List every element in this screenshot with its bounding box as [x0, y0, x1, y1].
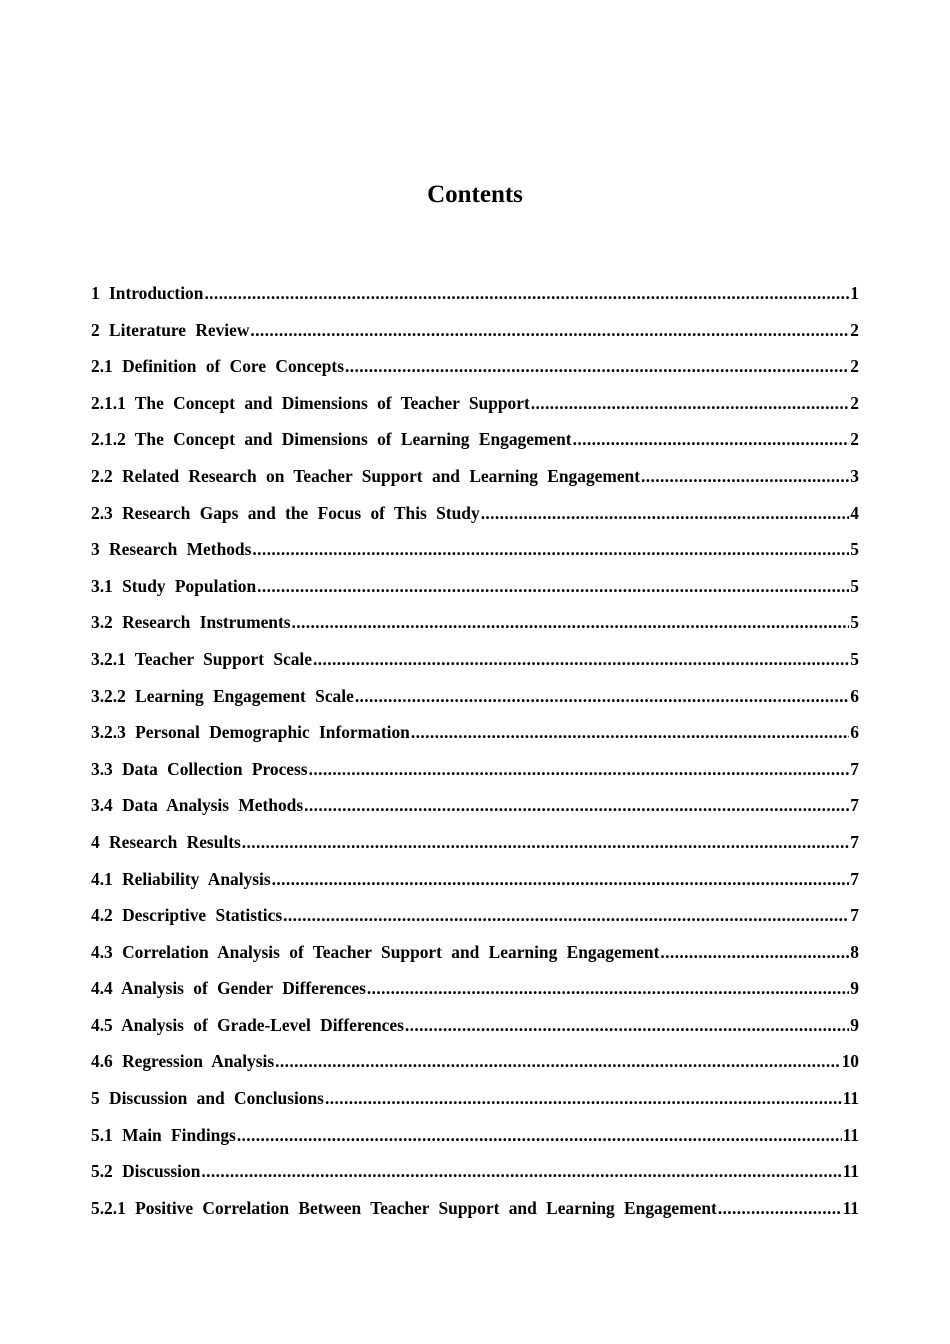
- dot-leader: [309, 758, 850, 780]
- toc-entry-page-number: 6: [850, 722, 859, 743]
- dot-leader: [345, 355, 849, 377]
- dot-leader: [660, 941, 849, 963]
- dot-leader: [304, 794, 849, 816]
- toc-entry-page-number: 11: [842, 1197, 859, 1218]
- toc-entry[interactable]: [91, 355, 859, 392]
- dot-leader: [272, 868, 850, 890]
- toc-entry-page-number: 6: [850, 685, 859, 706]
- toc-entry-label: 4.2 Descriptive Statistics: [91, 905, 283, 926]
- toc-entry-page-number: 2: [850, 429, 859, 450]
- toc-entry-label: 5 Discussion and Conclusions: [91, 1088, 324, 1109]
- toc-entry-label: 4.3 Correlation Analysis of Teacher Support and Learning Engagement: [91, 941, 660, 962]
- toc-entry-page-number: 11: [842, 1088, 859, 1109]
- dot-leader: [531, 392, 850, 414]
- toc-entry-label: 3.2.3 Personal Demographic Information: [91, 722, 410, 743]
- toc-entry-label: 4.5 Analysis of Grade-Level Differences: [91, 1014, 404, 1035]
- dot-leader: [367, 977, 849, 999]
- dot-leader: [718, 1197, 842, 1219]
- toc-entry[interactable]: [91, 428, 859, 465]
- dot-leader: [252, 538, 849, 560]
- dot-leader: [204, 282, 849, 304]
- toc-entry-label: 5.2 Discussion: [91, 1161, 201, 1182]
- toc-entry-page-number: 4: [850, 502, 859, 523]
- toc-entry-label: 2.1 Definition of Core Concepts: [91, 356, 344, 377]
- toc-entry-page-number: 10: [841, 1051, 859, 1072]
- toc-entry-label: 2.1.2 The Concept and Dimensions of Learning Engagement: [91, 429, 572, 450]
- toc-entry[interactable]: [91, 392, 859, 429]
- toc-entry-label: 2.3 Research Gaps and the Focus of This Study: [91, 502, 480, 523]
- toc-entry-label: 5.1 Main Findings: [91, 1124, 236, 1145]
- toc-entry-page-number: 5: [850, 539, 859, 560]
- dot-leader: [481, 502, 850, 524]
- dot-leader: [250, 319, 849, 341]
- toc-entry[interactable]: [91, 1050, 859, 1087]
- toc-entry[interactable]: [91, 831, 859, 868]
- dot-leader: [257, 575, 849, 597]
- toc-entry-page-number: 9: [850, 1014, 859, 1035]
- toc-entry-page-number: 9: [850, 978, 859, 999]
- toc-entry-page-number: 2: [850, 356, 859, 377]
- dot-leader: [275, 1050, 840, 1072]
- toc-entry-page-number: 5: [850, 648, 859, 669]
- toc-entry[interactable]: [91, 758, 859, 795]
- dot-leader: [201, 1160, 841, 1182]
- toc-entry[interactable]: [91, 685, 859, 722]
- toc-entry[interactable]: [91, 465, 859, 502]
- toc-entry-page-number: 5: [850, 575, 859, 596]
- toc-entry[interactable]: [91, 1197, 859, 1234]
- toc-entry[interactable]: [91, 1124, 859, 1161]
- dot-leader: [355, 685, 849, 707]
- toc-entry[interactable]: [91, 1014, 859, 1051]
- toc-entry[interactable]: [91, 1087, 859, 1124]
- toc-entry-label: 2.1.1 The Concept and Dimensions of Teacher Support: [91, 392, 530, 413]
- dot-leader: [411, 721, 849, 743]
- toc-entry-label: 2 Literature Review: [91, 319, 250, 340]
- toc-entry-page-number: 3: [850, 465, 859, 486]
- toc-entry[interactable]: [91, 794, 859, 831]
- toc-entry-page-number: 7: [850, 795, 859, 816]
- toc-entry-label: 5.2.1 Positive Correlation Between Teacher Support and Learning Engagement: [91, 1197, 717, 1218]
- toc-entry[interactable]: [91, 941, 859, 978]
- page-title: Contents: [427, 180, 523, 208]
- toc-entry[interactable]: [91, 977, 859, 1014]
- toc-entry-label: 3.2 Research Instruments: [91, 612, 291, 633]
- dot-leader: [237, 1124, 842, 1146]
- toc-entry[interactable]: [91, 319, 859, 356]
- toc-entry[interactable]: [91, 502, 859, 539]
- toc-entry-label: 4.4 Analysis of Gender Differences: [91, 978, 366, 999]
- dot-leader: [283, 904, 849, 926]
- toc-entry[interactable]: [91, 575, 859, 612]
- toc-entry-label: 3 Research Methods: [91, 539, 252, 560]
- toc-entry-label: 3.2.2 Learning Engagement Scale: [91, 685, 354, 706]
- dot-leader: [405, 1014, 849, 1036]
- toc-entry[interactable]: [91, 1160, 859, 1197]
- toc-entry[interactable]: [91, 611, 859, 648]
- dot-leader: [242, 831, 850, 853]
- toc-entry[interactable]: [91, 538, 859, 575]
- toc-entry-label: 1 Introduction: [91, 283, 204, 303]
- toc-entry-page-number: 7: [850, 905, 859, 926]
- toc-entry[interactable]: [91, 648, 859, 685]
- toc-entry-label: 3.1 Study Population: [91, 575, 257, 596]
- toc-entry-page-number: 7: [850, 758, 859, 779]
- toc-entry-label: 4.6 Regression Analysis: [91, 1051, 275, 1072]
- toc-entry-page-number: 11: [842, 1124, 859, 1145]
- toc-entry-page-number: 8: [850, 941, 859, 962]
- toc-entry-page-number: 2: [850, 392, 859, 413]
- toc-entry-label: 3.4 Data Analysis Methods: [91, 795, 304, 816]
- dot-leader: [325, 1087, 842, 1109]
- toc-entry[interactable]: [91, 282, 859, 319]
- toc-entry-label: 3.2.1 Teacher Support Scale: [91, 648, 312, 669]
- dot-leader: [292, 611, 850, 633]
- toc-entry-page-number: 2: [850, 319, 859, 340]
- toc-entry-label: 4.1 Reliability Analysis: [91, 868, 271, 889]
- toc-entry-page-number: 7: [850, 868, 859, 889]
- toc-entry-page-number: 5: [850, 612, 859, 633]
- toc-entry-label: 3.3 Data Collection Process: [91, 758, 308, 779]
- dot-leader: [641, 465, 849, 487]
- toc-entry[interactable]: [91, 904, 859, 941]
- toc-entry-page-number: 7: [850, 831, 859, 852]
- toc-entry[interactable]: [91, 868, 859, 905]
- toc-entry-page-number: 1: [850, 283, 859, 303]
- table-of-contents: [91, 282, 859, 1233]
- dot-leader: [573, 428, 850, 450]
- toc-entry-page-number: 11: [842, 1161, 859, 1182]
- dot-leader: [313, 648, 849, 670]
- toc-entry[interactable]: [91, 721, 859, 758]
- toc-entry-label: 4 Research Results: [91, 831, 241, 852]
- toc-entry-label: 2.2 Related Research on Teacher Support and Learning Engagement: [91, 465, 641, 486]
